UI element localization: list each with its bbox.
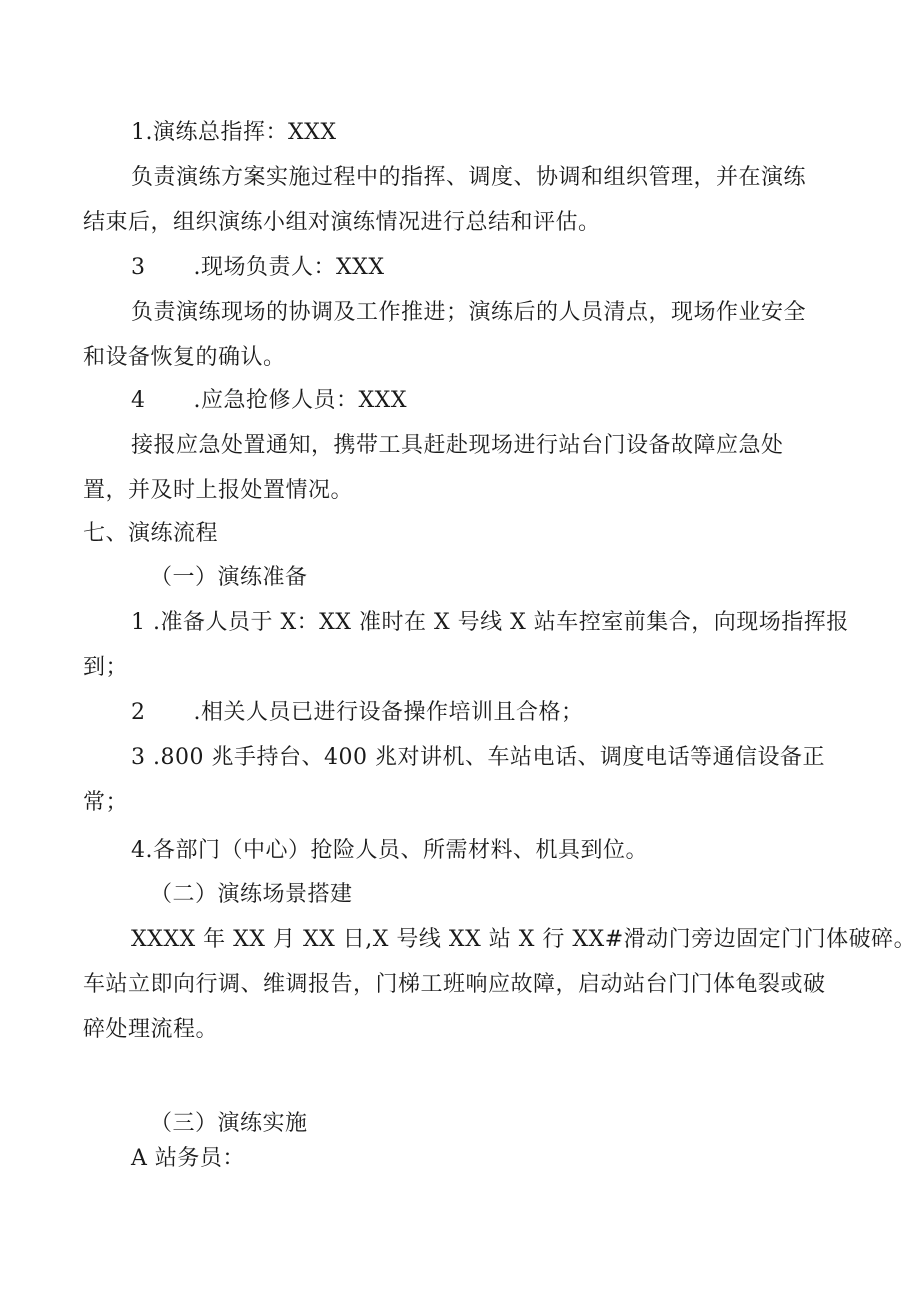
subsection-implementation-heading: （三）演练实施: [150, 1111, 308, 1136]
role-commander-desc-line-1: 负责演练方案实施过程中的指挥、调度、协调和组织管理，并在演练: [131, 165, 807, 190]
role-site-lead-heading: [131, 253, 384, 283]
prep-item-3-line-1: 3 .800 兆手持台、400 兆对讲机、车站电话、调度电话等通信设备正: [131, 745, 825, 770]
role-site-lead-number: 3: [131, 255, 146, 280]
role-repair-staff-title: .应急抢修人员：XXX: [193, 388, 407, 413]
subsection-preparation-heading: （一）演练准备: [150, 565, 308, 590]
role-repair-staff-number: 4: [131, 388, 146, 413]
station-staff-label: A 站务员：: [131, 1146, 245, 1171]
role-repair-staff-heading: [131, 386, 407, 416]
section-7-heading: 七、演练流程: [83, 521, 219, 546]
role-commander-desc-line-2: 结束后，组织演练小组对演练情况进行总结和评估。: [83, 210, 601, 235]
prep-item-4: 4.各部门（中心）抢险人员、所需材料、机具到位。: [131, 838, 648, 863]
prep-item-1-line-2: 到；: [83, 655, 129, 680]
scenario-line-1: XXXX 年 XX 月 XX 日,X 号线 XX 站 X 行 XX#滑动门旁边固定门门体破碎。: [131, 927, 917, 952]
role-repair-staff-desc-line-1: 接报应急处置通知，携带工具赶赴现场进行站台门设备故障应急处: [131, 433, 784, 458]
prep-item-3-line-2: 常；: [83, 790, 129, 815]
prep-item-2-text: .相关人员已进行设备操作培训且合格；: [193, 700, 584, 725]
role-repair-staff-desc-line-2: 置，并及时上报处置情况。: [83, 478, 354, 503]
role-site-lead-title: .现场负责人：XXX: [193, 255, 385, 280]
prep-item-2-number: 2: [131, 700, 146, 725]
prep-item-2: [131, 698, 584, 728]
scenario-line-2: 车站立即向行调、维调报告，门梯工班响应故障，启动站台门门体龟裂或破: [83, 972, 826, 997]
scenario-line-3: 碎处理流程。: [83, 1017, 219, 1042]
role-site-lead-desc-line-2: 和设备恢复的确认。: [83, 345, 286, 370]
role-site-lead-desc-line-1: 负责演练现场的协调及工作推进；演练后的人员清点，现场作业安全: [131, 300, 807, 325]
subsection-scenario-heading: （二）演练场景搭建: [150, 882, 353, 907]
prep-item-1-line-1: 1 .准备人员于 X：XX 准时在 X 号线 X 站车控室前集合，向现场指挥报: [131, 610, 849, 635]
role-commander-heading: 1.演练总指挥：XXX: [131, 120, 337, 145]
